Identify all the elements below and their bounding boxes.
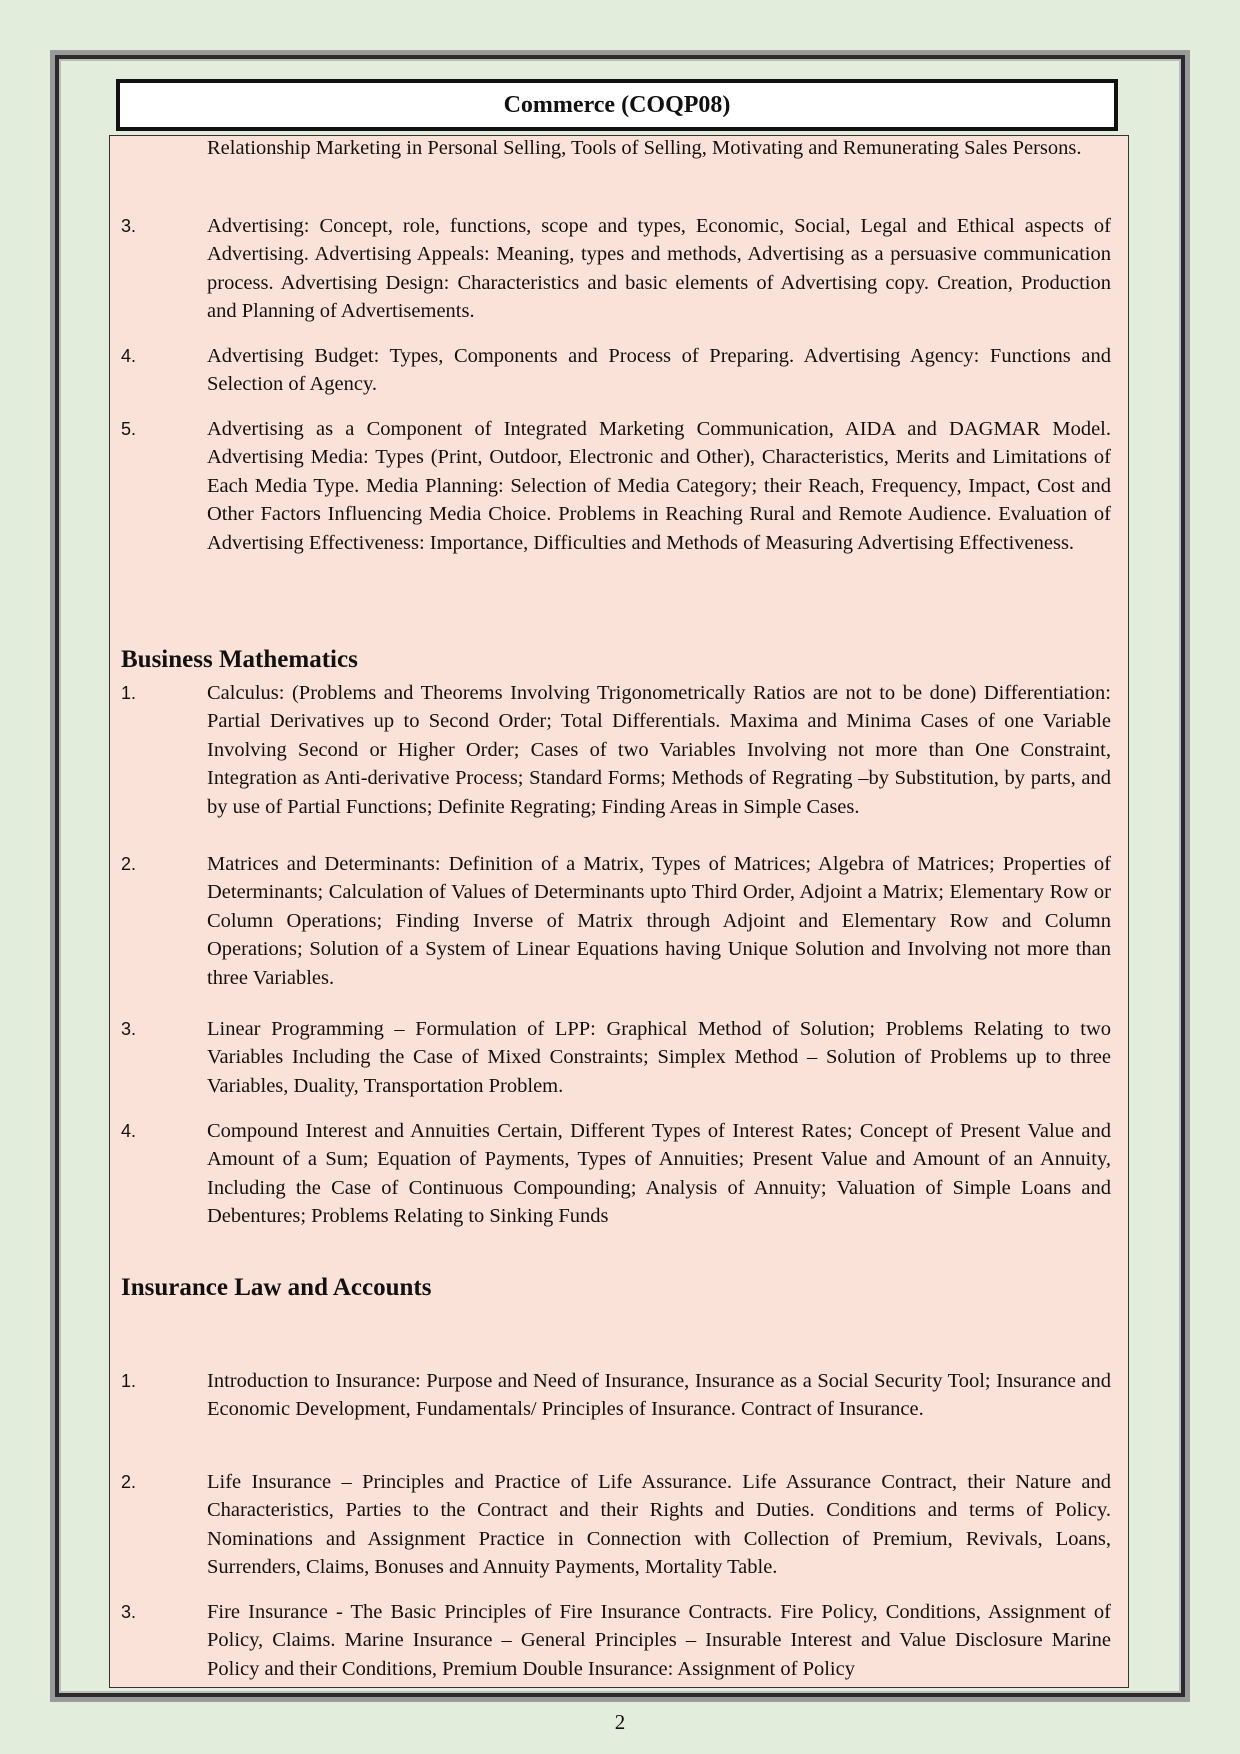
business-math-item-3: [121, 1015, 1111, 1100]
page-number: 2: [614, 1710, 626, 1734]
item-text: Life Insurance – Principles and Practice of Life Assurance. Life Assurance Contract, their Nature and Characteristics, Parties to the Contract and their Rights and Duties. Conditions and terms of Policy. Nominations and Assignment Practice in Connection with Collection of Premium, Revivals, Loans, Surrenders, Claims, Bonuses and Annuity Payments, Mortality Table.: [207, 1471, 1111, 1579]
continuation-text: Relationship Marketing in Personal Selling, Tools of Selling, Motivating and Remunerating Sales Persons.: [207, 137, 1082, 159]
item-number: 3.: [121, 216, 137, 236]
business-math-item-1: [121, 679, 1111, 821]
insurance-item-3: [121, 1598, 1111, 1683]
item-text: Calculus: (Problems and Theorems Involving Trigonometrically Ratios are not to be done) Differentiation: Partial Derivatives up to Second Order; Total Differentials. Maxima and Minima Cases of one Variable Involving Second or Higher Order; Cases of two Variables Involving not more than One Constraint, Integration as Anti-derivative Process; Standard Forms; Methods of Regrating –by Substitution, by parts, and by use of Partial Functions; Definite Regrating; Finding Areas in Simple Cases.: [207, 682, 1111, 818]
page-title: Commerce (COQP08): [503, 91, 731, 118]
item-text: Fire Insurance - The Basic Principles of Fire Insurance Contracts. Fire Policy, Conditions, Assignment of Policy, Claims. Marine Insurance – General Principles – Insurable Interest and Value Disclosure Marine Policy and their Conditions, Premium Double Insurance: Assignment of Policy: [207, 1601, 1111, 1680]
item-number: 1.: [121, 683, 137, 703]
advertising-item-5: [121, 415, 1111, 557]
section-heading-business-mathematics: Business Mathematics: [121, 646, 358, 673]
insurance-item-2: [121, 1468, 1111, 1582]
insurance-item-1: [121, 1367, 1111, 1424]
item-number: 1.: [121, 1371, 137, 1391]
item-text: Advertising Budget: Types, Components and Process of Preparing. Advertising Agency: Functions and Selection of Agency.: [207, 345, 1111, 396]
item-text: Matrices and Determinants: Definition of a Matrix, Types of Matrices; Algebra of Matrices; Properties of Determinants; Calculation of Values of Determinants upto Third Order, Adjoint a Matrix; Elementary Row or Column Operations; Finding Inverse of Matrix through Adjoint and Elementary Row and Column Operations; Solution of a System of Linear Equations having Unique Solution and Involving not more than three Variables.: [207, 853, 1111, 989]
item-text: Introduction to Insurance: Purpose and Need of Insurance, Insurance as a Social Security Tool; Insurance and Economic Development, Fundamentals/ Principles of Insurance. Contract of Insurance.: [207, 1370, 1111, 1421]
item-number: 5.: [121, 419, 137, 439]
item-number: 3.: [121, 1602, 137, 1622]
item-number: 3.: [121, 1019, 137, 1039]
item-number: 4.: [121, 346, 137, 366]
item-text: Compound Interest and Annuities Certain, Different Types of Interest Rates; Concept of Present Value and Amount of a Sum; Equation of Payments, Types of Annuities; Present Value and Amount of an Annuity, Including the Case of Continuous Compounding; Analysis of Annuity; Valuation of Simple Loans and Debentures; Problems Relating to Sinking Funds: [207, 1120, 1111, 1228]
advertising-item-4: [121, 342, 1111, 399]
item-text: Advertising: Concept, role, functions, scope and types, Economic, Social, Legal and Ethical aspects of Advertising. Advertising Appeals: Meaning, types and methods, Advertising as a persuasive communication process. Advertising Design: Characteristics and basic elements of Advertising copy. Creation, Production and Planning of Advertisements.: [207, 215, 1111, 323]
item-number: 4.: [121, 1121, 137, 1141]
item-number: 2.: [121, 854, 137, 874]
page-title-box: [116, 79, 1118, 131]
syllabus-content: [109, 135, 1129, 1688]
item-text: Linear Programming – Formulation of LPP: Graphical Method of Solution; Problems Relating to two Variables Including the Case of Mixed Constraints; Simplex Method – Solution of Problems up to three Variables, Duality, Transportation Problem.: [207, 1018, 1111, 1097]
business-math-item-2: [121, 850, 1111, 992]
item-text: Advertising as a Component of Integrated Marketing Communication, AIDA and DAGMAR Model. Advertising Media: Types (Print, Outdoor, Electronic and Other), Characteristics, Merits and Limitations of Each Media Type. Media Planning: Selection of Media Category; their Reach, Frequency, Impact, Cost and Other Factors Influencing Media Choice. Problems in Reaching Rural and Remote Audience. Evaluation of Advertising Effectiveness: Importance, Difficulties and Methods of Measuring Advertising Effectiveness.: [207, 418, 1111, 554]
business-math-item-4: [121, 1117, 1111, 1231]
section-heading-insurance: Insurance Law and Accounts: [121, 1274, 432, 1301]
advertising-item-3: [121, 212, 1111, 326]
item-number: 2.: [121, 1472, 137, 1492]
